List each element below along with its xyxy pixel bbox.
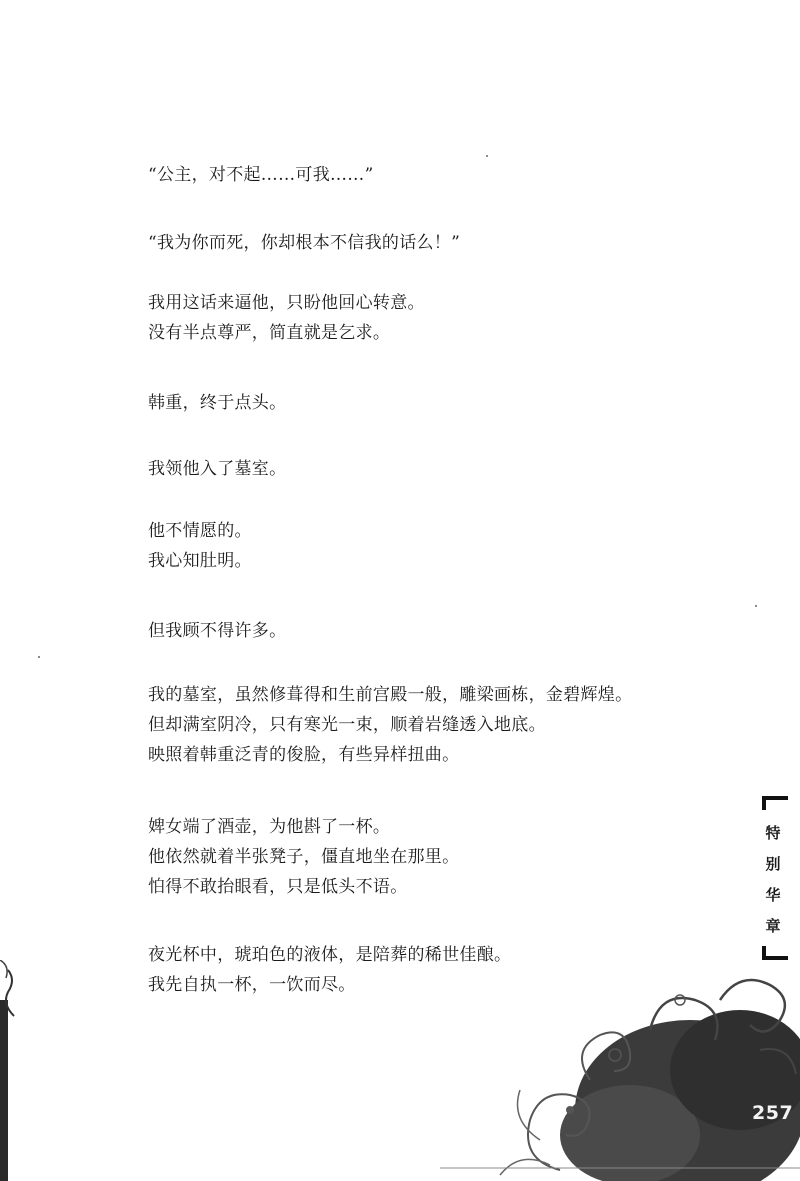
text-line: 韩重，终于点头。: [148, 393, 287, 413]
text-line: 怕得不敢抬眼看，只是低头不语。: [148, 877, 408, 897]
text-line: 我先自执一杯，一饮而尽。: [148, 975, 356, 995]
bracket-top-icon: [762, 796, 788, 810]
scan-speck: [486, 155, 488, 157]
text-line: 他依然就着半张凳子，僵直地坐在那里。: [148, 847, 460, 867]
paragraph: [148, 516, 252, 576]
text-line: 婢女端了酒壶，为他斟了一杯。: [148, 817, 391, 837]
scan-speck: [38, 656, 40, 658]
scan-speck: [755, 605, 757, 607]
paragraph: [148, 454, 286, 484]
text-line: 我心知肚明。: [148, 551, 252, 571]
chapter-label: [758, 818, 788, 942]
paragraph: [148, 228, 460, 258]
paragraph: [148, 616, 286, 646]
chapter-side-tab: [758, 796, 788, 960]
chapter-label-char: 华: [765, 886, 781, 904]
text-line: 但我顾不得许多。: [148, 621, 287, 641]
paragraph: [148, 680, 632, 770]
paragraph: [148, 288, 425, 348]
text-line: “我为你而死，你却根本不信我的话么！”: [148, 233, 461, 253]
text-line: 我领他入了墓室。: [148, 459, 287, 479]
chapter-label-char: 章: [765, 917, 781, 935]
paragraph: [148, 160, 374, 190]
text-line: 夜光杯中，琥珀色的液体，是陪葬的稀世佳酿。: [148, 945, 512, 965]
text-line: 我用这话来逼他，只盼他回心转意。: [148, 293, 425, 313]
chapter-label-char: 别: [765, 855, 781, 873]
bracket-bottom-icon: [762, 946, 788, 960]
paragraph: [148, 812, 459, 902]
left-edge-ornament: [0, 960, 18, 1181]
text-line: “公主，对不起……可我……”: [148, 165, 374, 185]
text-line: 他不情愿的。: [148, 521, 252, 541]
text-line: 映照着韩重泛青的俊脸，有些异样扭曲。: [148, 745, 460, 765]
text-line: 我的墓室，虽然修葺得和生前宫殿一般，雕梁画栋，金碧辉煌。: [148, 685, 633, 705]
chapter-label-char: 特: [765, 824, 781, 842]
text-line: 但却满室阴冷，只有寒光一束，顺着岩缝透入地底。: [148, 715, 546, 735]
floral-ornament: [440, 960, 800, 1181]
page-number: 257: [752, 1102, 794, 1124]
text-line: 没有半点尊严，简直就是乞求。: [148, 323, 391, 343]
paragraph: [148, 388, 286, 418]
